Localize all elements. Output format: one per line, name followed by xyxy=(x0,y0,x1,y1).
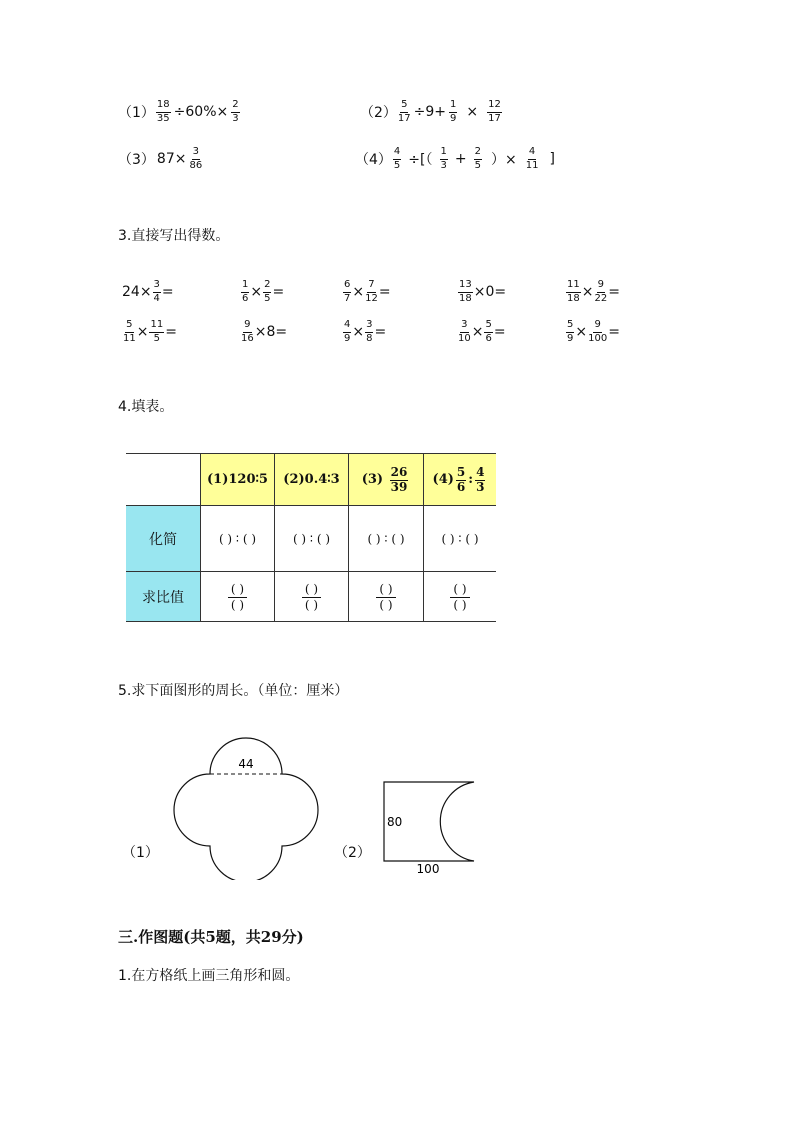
mental-math-item: 24× $\frac{3}{4}$ = xyxy=(122,279,174,304)
mental-math-item: $\frac{1}{6}$ × $\frac{2}{5}$ = xyxy=(242,279,285,304)
ratio-table xyxy=(126,453,496,622)
fraction: $\frac{6}{7}$ xyxy=(344,279,351,304)
fraction: $\frac{5}{6}$ xyxy=(485,319,492,344)
fraction: $\frac{13}{18}$ xyxy=(459,279,472,304)
mental-math-item: $\frac{13}{18}$ ×0= xyxy=(459,279,507,304)
fraction: $\frac{2}{5}$ xyxy=(264,279,271,304)
fraction: $\frac{4}{9}$ xyxy=(344,319,351,344)
fraction: $\frac{12}{17}$ xyxy=(488,99,501,124)
blank-ratio-cell[interactable]: ( ) ∶ ( ) xyxy=(349,506,424,572)
problem-3-label: （3） xyxy=(118,152,155,168)
operator: ] xyxy=(549,151,555,167)
fraction: $\frac{3}{10}$ xyxy=(458,319,471,344)
figure-1-label: （1） xyxy=(122,845,159,861)
figure-1-dimension: 44 xyxy=(238,757,254,771)
blank-fraction-cell[interactable]: ( ) ( ) xyxy=(424,572,497,622)
mental-math-item: $\frac{11}{18}$ × $\frac{9}{22}$ = xyxy=(567,279,620,304)
fraction: $\frac{7}{12}$ xyxy=(365,279,378,304)
figure-2-height-label: 80 xyxy=(387,815,403,829)
operator: ÷60%× xyxy=(173,104,229,120)
operator: ÷[（ xyxy=(408,152,433,168)
part-3-question-1: 1.在方格纸上画三角形和圆。 xyxy=(118,968,300,984)
row-label-simplify: 化简 xyxy=(126,506,201,572)
fraction: $\frac{2}{5}$ xyxy=(474,146,481,171)
fraction: $\frac{5}{6}$ xyxy=(456,464,466,494)
problem-4-label: （4） xyxy=(355,152,392,168)
problem-3 xyxy=(118,147,203,171)
problem-2 xyxy=(360,100,503,124)
blank-fraction-cell[interactable]: ( ) ( ) xyxy=(201,572,275,622)
operator: ÷9+ xyxy=(413,104,447,120)
fraction: $\frac{5}{11}$ xyxy=(123,319,136,344)
blank-ratio-cell[interactable]: ( ) ∶ ( ) xyxy=(201,506,275,572)
operator: + xyxy=(454,151,467,167)
mental-math-item: $\frac{3}{10}$ × $\frac{5}{6}$ = xyxy=(458,319,506,344)
section-3-title: 3.直接写出得数。 xyxy=(118,228,230,244)
fraction: $\frac{3}{86}$ xyxy=(189,146,203,171)
figure-2-shape xyxy=(378,775,488,880)
section-4-title: 4.填表。 xyxy=(118,399,174,415)
fraction: $\frac{3}{8}$ xyxy=(366,319,373,344)
mental-math-item: $\frac{9}{16}$ ×8= xyxy=(241,319,288,344)
fraction: $\frac{1}{6}$ xyxy=(242,279,249,304)
mental-math-item: $\frac{6}{7}$ × $\frac{7}{12}$ = xyxy=(344,279,391,304)
problem-1-label: （1） xyxy=(118,105,155,121)
figure-2-width-label: 100 xyxy=(416,862,440,876)
mental-math-item: $\frac{5}{9}$ × $\frac{9}{100}$ = xyxy=(567,319,620,344)
fraction: $\frac{4}{5}$ xyxy=(393,146,401,171)
table-header-3: (3) $\frac{26}{39}$ xyxy=(349,454,424,506)
operator: ）× xyxy=(490,152,517,168)
table-header-4: (4) $\frac{5}{6}$ : $\frac{4}{3}$ xyxy=(424,454,497,506)
fraction: $\frac{9}{100}$ xyxy=(588,319,608,344)
table-header-2: (2)0.4∶3 xyxy=(275,454,349,506)
problem-1 xyxy=(118,100,241,124)
fraction: $\frac{1}{9}$ xyxy=(450,99,457,124)
operator: 87× xyxy=(156,151,187,167)
fraction: $\frac{4}{11}$ xyxy=(525,146,539,171)
table-header-1: (1)120∶5 xyxy=(201,454,275,506)
fraction: $\frac{11}{5}$ xyxy=(150,319,164,344)
fraction: $\frac{3}{4}$ xyxy=(153,279,160,304)
operator: × xyxy=(466,104,479,120)
fraction: $\frac{5}{17}$ xyxy=(397,99,411,124)
fraction: $\frac{5}{9}$ xyxy=(567,319,574,344)
blank-fraction-cell[interactable]: ( ) ( ) xyxy=(349,572,424,622)
problem-2-label: （2） xyxy=(360,105,397,121)
fraction: $\frac{4}{3}$ xyxy=(476,464,485,494)
fraction: $\frac{9}{22}$ xyxy=(594,279,608,304)
table-corner-cell xyxy=(126,454,201,506)
figure-2-label: （2） xyxy=(334,845,371,861)
fraction: $\frac{1}{3}$ xyxy=(440,146,447,171)
blank-ratio-cell[interactable]: ( ) ∶ ( ) xyxy=(275,506,349,572)
blank-ratio-cell[interactable]: ( ) ∶ ( ) xyxy=(424,506,497,572)
blank-fraction-cell[interactable]: ( ) ( ) xyxy=(275,572,349,622)
figure-1-flower-shape xyxy=(170,730,320,880)
part-3-title: 三.作图题(共5题，共29分) xyxy=(118,928,304,946)
fraction: $\frac{18}{35}$ xyxy=(156,99,170,124)
fraction: $\frac{11}{18}$ xyxy=(567,279,580,304)
fraction: $\frac{26}{39}$ xyxy=(390,464,408,494)
fraction: $\frac{9}{16}$ xyxy=(241,319,254,344)
fraction: $\frac{2}{3}$ xyxy=(232,99,239,124)
mental-math-item: $\frac{5}{11}$ × $\frac{11}{5}$ = xyxy=(123,319,177,344)
problem-4 xyxy=(355,147,557,171)
mental-math-item: $\frac{4}{9}$ × $\frac{3}{8}$ = xyxy=(344,319,387,344)
row-label-ratio-value: 求比值 xyxy=(126,572,201,622)
section-5-title: 5.求下面图形的周长。（单位：厘米） xyxy=(118,683,349,699)
